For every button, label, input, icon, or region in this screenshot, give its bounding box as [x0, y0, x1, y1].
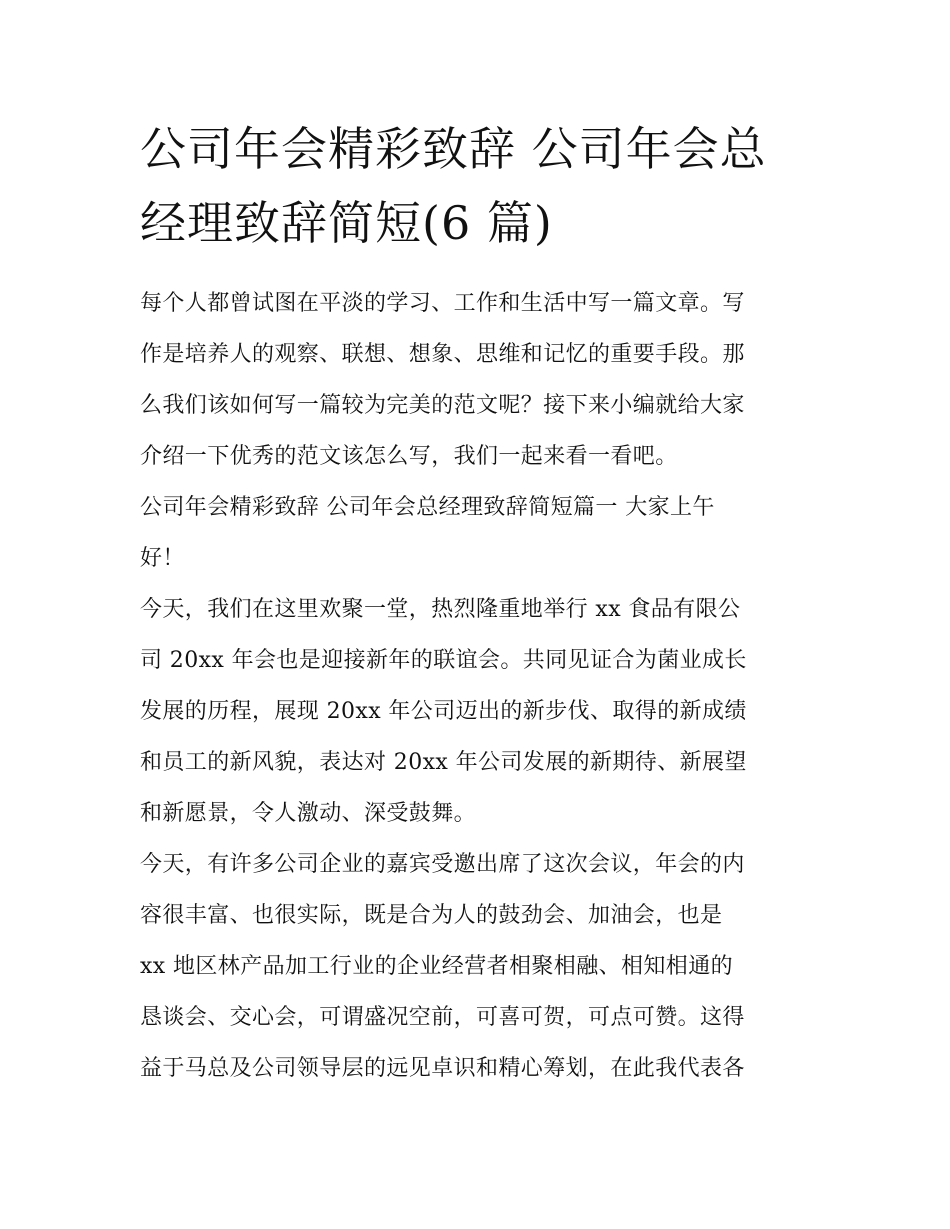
text-line: 好！ — [140, 546, 185, 571]
text-line: 介绍一下优秀的范文该怎么写，我们一起来看一看吧。 — [140, 444, 678, 469]
text-line: 么我们该如何写一篇较为完美的范文呢？接下来小编就给大家 — [140, 393, 745, 418]
document-title — [140, 112, 820, 260]
text-line: 发展的历程，展现 20xx 年公司迈出的新步伐、取得的新成绩 — [140, 699, 747, 724]
text-line: 公司年会精彩致辞 公司年会总经理致辞简短篇一 大家上午 — [140, 495, 715, 520]
text-line: 司 20xx 年会也是迎接新年的联谊会。共同见证合为菌业成长 — [140, 648, 747, 673]
text-line: 今天，我们在这里欢聚一堂，热烈隆重地举行 xx 食品有限公 — [140, 597, 741, 622]
text-line: 和新愿景，令人激动、深受鼓舞。 — [140, 801, 477, 826]
text-line: 今天，有许多公司企业的嘉宾受邀出席了这次会议，年会的内 — [140, 852, 745, 877]
title-line: 公司年会精彩致辞 公司年会总 — [140, 122, 767, 176]
section-heading-paragraph — [140, 482, 820, 584]
text-line: 和员工的新风貌，表达对 20xx 年公司发展的新期待、新展望 — [140, 750, 747, 775]
text-line: 益于马总及公司领导层的远见卓识和精心筹划，在此我代表各 — [140, 1056, 745, 1081]
body-paragraph — [140, 839, 820, 1094]
document-body — [140, 278, 820, 1094]
body-paragraph — [140, 584, 820, 839]
text-line: 恳谈会、交心会，可谓盛况空前，可喜可贺，可点可赞。这得 — [140, 1005, 745, 1030]
text-line: xx 地区林产品加工行业的企业经营者相聚相融、相知相通的 — [140, 954, 734, 979]
intro-paragraph — [140, 278, 820, 482]
title-line: 经理致辞简短(6 篇) — [140, 196, 553, 250]
text-line: 容很丰富、也很实际，既是合为人的鼓劲会、加油会，也是 — [140, 903, 723, 928]
text-line: 作是培养人的观察、联想、想象、思维和记忆的重要手段。那 — [140, 342, 745, 367]
text-line: 每个人都曾试图在平淡的学习、工作和生活中写一篇文章。写 — [140, 291, 745, 316]
